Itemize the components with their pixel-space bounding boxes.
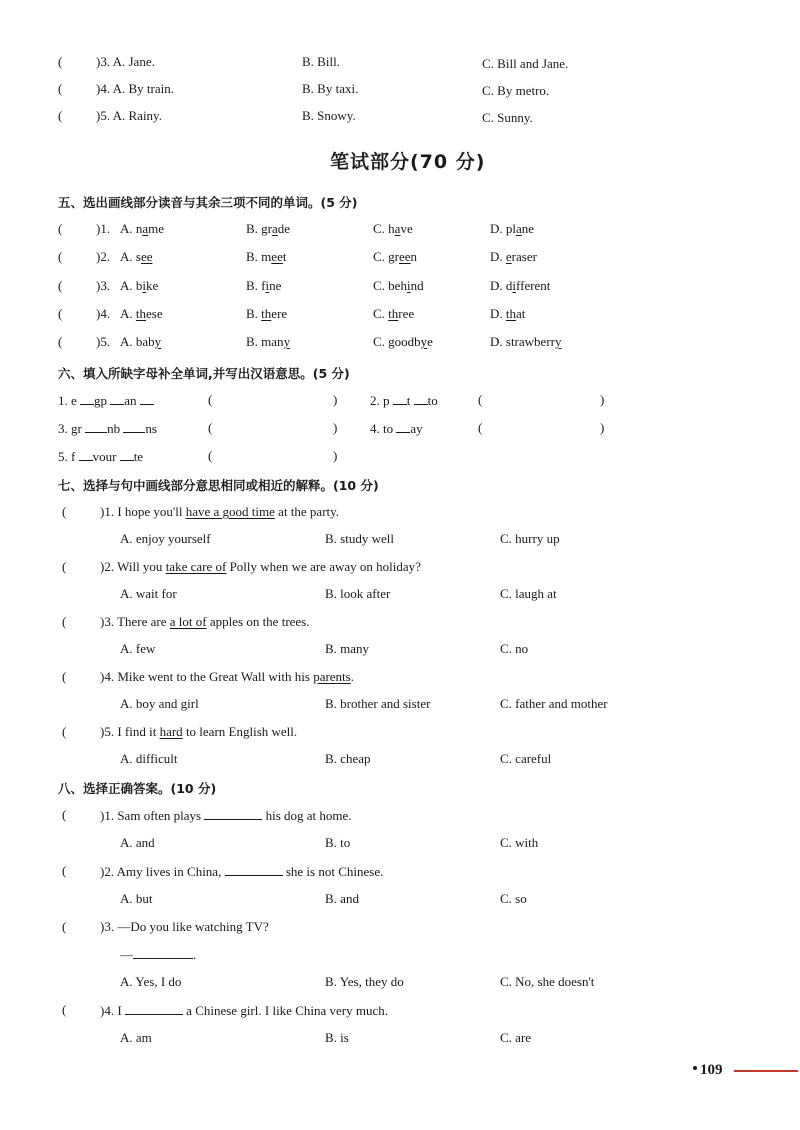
- option-b: B. cheap: [325, 751, 371, 766]
- paren: (: [62, 807, 67, 822]
- option-a: A. but: [120, 891, 153, 906]
- word-2: 2. p t to: [370, 393, 438, 408]
- paren: ): [333, 448, 338, 463]
- option-c: C. with: [500, 835, 539, 850]
- paren: ): [333, 392, 338, 407]
- option-a: A. name: [120, 221, 165, 236]
- question: )2. Will you take care of Polly when we are away on holiday?: [100, 559, 421, 574]
- option-a: A. boy and girl: [120, 696, 199, 711]
- paren: (: [62, 1002, 67, 1017]
- answer-line: — .: [120, 947, 197, 962]
- option-c: C. behind: [373, 278, 424, 293]
- question: )5. I find it hard to learn English well.: [100, 724, 298, 739]
- paren: (: [478, 392, 483, 407]
- item-number: )4.: [96, 306, 111, 321]
- paren: (: [58, 108, 63, 123]
- paren: (: [62, 504, 67, 519]
- option-d: D. plane: [490, 221, 535, 236]
- option-c: C. green: [373, 249, 418, 264]
- option-c: C. so: [500, 891, 527, 906]
- option-a: A. baby: [120, 334, 162, 349]
- option-d: D. that: [490, 306, 526, 321]
- option-b: B. there: [246, 306, 288, 321]
- option-c: C. no: [500, 641, 529, 656]
- paren: (: [208, 392, 213, 407]
- paren: (: [58, 334, 63, 349]
- paren: (: [58, 81, 63, 96]
- option-a: A. enjoy yourself: [120, 531, 211, 546]
- paren: ): [600, 392, 605, 407]
- paren: (: [58, 306, 63, 321]
- paren: (: [62, 614, 67, 629]
- option-a: A. bike: [120, 278, 159, 293]
- section-7-heading: 七、选择与句中画线部分意思相同或相近的解释。(10 分): [58, 478, 379, 493]
- word-3: 3. gr nb ns: [58, 421, 157, 436]
- paren: (: [62, 669, 67, 684]
- word-4: 4. to ay: [370, 421, 423, 436]
- option-a: A. see: [120, 249, 153, 264]
- option-c: C. laugh at: [500, 586, 557, 601]
- option-c: C. careful: [500, 751, 552, 766]
- option-b: B. study well: [325, 531, 394, 546]
- item-stem: )3. A. Jane.: [96, 54, 155, 69]
- item-number: )3.: [96, 278, 111, 293]
- question: )4. I a Chinese girl. I like China very much.: [100, 1003, 388, 1018]
- option-a: A. and: [120, 835, 155, 850]
- option-d: D. different: [490, 278, 551, 293]
- paren: (: [58, 221, 63, 236]
- question: )4. Mike went to the Great Wall with his parents.: [100, 669, 354, 684]
- option-b: B. Snowy.: [302, 108, 356, 123]
- question: )3. —Do you like watching TV?: [100, 919, 269, 934]
- option-c: C. Sunny.: [482, 110, 533, 125]
- option-b: B. look after: [325, 586, 391, 601]
- paren: (: [58, 278, 63, 293]
- question: )1. I hope you'll have a good time at the party.: [100, 504, 340, 519]
- option-c: C. goodbye: [373, 334, 433, 349]
- bullet-dot: [693, 1066, 697, 1070]
- option-c: C. have: [373, 221, 413, 236]
- paren: (: [208, 420, 213, 435]
- item-stem: )5. A. Rainy.: [96, 108, 162, 123]
- option-d: D. eraser: [490, 249, 537, 264]
- paren: (: [58, 249, 63, 264]
- option-b: B. meet: [246, 249, 287, 264]
- option-b: B. is: [325, 1030, 349, 1045]
- option-b: B. many: [325, 641, 370, 656]
- option-a: A. these: [120, 306, 163, 321]
- question: )2. Amy lives in China, she is not Chinese.: [100, 864, 384, 879]
- option-b: B. Bill.: [302, 54, 340, 69]
- item-stem: )4. A. By train.: [96, 81, 174, 96]
- option-b: B. to: [325, 835, 351, 850]
- paren: (: [62, 559, 67, 574]
- part-title: 笔试部分(70 分): [330, 151, 486, 173]
- option-c: C. three: [373, 306, 415, 321]
- option-b: B. grade: [246, 221, 291, 236]
- option-b: B. fine: [246, 278, 282, 293]
- paren: (: [478, 420, 483, 435]
- option-c: C. father and mother: [500, 696, 608, 711]
- paren: (: [62, 863, 67, 878]
- word-5: 5. f vour te: [58, 449, 144, 464]
- option-d: D. strawberry: [490, 334, 562, 349]
- paren: (: [58, 54, 63, 69]
- option-c: C. hurry up: [500, 531, 560, 546]
- item-number: )5.: [96, 334, 111, 349]
- option-c: C. By metro.: [482, 83, 550, 98]
- section-8-heading: 八、选择正确答案。(10 分): [58, 781, 217, 796]
- section-5-heading: 五、选出画线部分读音与其余三项不同的单词。(5 分): [58, 195, 358, 210]
- paren: (: [62, 724, 67, 739]
- option-a: A. am: [120, 1030, 152, 1045]
- footer-rule: [734, 1070, 798, 1072]
- section-6-heading: 六、填入所缺字母补全单词,并写出汉语意思。(5 分): [58, 366, 350, 381]
- item-number: )2.: [96, 249, 111, 264]
- option-b: B. By taxi.: [302, 81, 359, 96]
- paren: (: [208, 448, 213, 463]
- item-number: )1.: [96, 221, 111, 236]
- option-b: B. Yes, they do: [325, 974, 404, 989]
- option-a: A. Yes, I do: [120, 974, 182, 989]
- option-b: B. brother and sister: [325, 696, 431, 711]
- option-a: A. difficult: [120, 751, 178, 766]
- option-c: C. Bill and Jane.: [482, 56, 569, 71]
- option-a: A. wait for: [120, 586, 177, 601]
- option-b: B. many: [246, 334, 291, 349]
- word-1: 1. e gp an: [58, 392, 154, 409]
- paren: (: [62, 919, 67, 934]
- option-c: C. are: [500, 1030, 532, 1045]
- option-b: B. and: [325, 891, 359, 906]
- paren: ): [600, 420, 605, 435]
- page-number: 109: [700, 1062, 723, 1078]
- option-a: A. few: [120, 641, 156, 656]
- paren: ): [333, 420, 338, 435]
- option-c: C. No, she doesn't: [500, 974, 595, 989]
- question: )3. There are a lot of apples on the trees.: [100, 614, 310, 629]
- question: )1. Sam often plays his dog at home.: [100, 808, 352, 823]
